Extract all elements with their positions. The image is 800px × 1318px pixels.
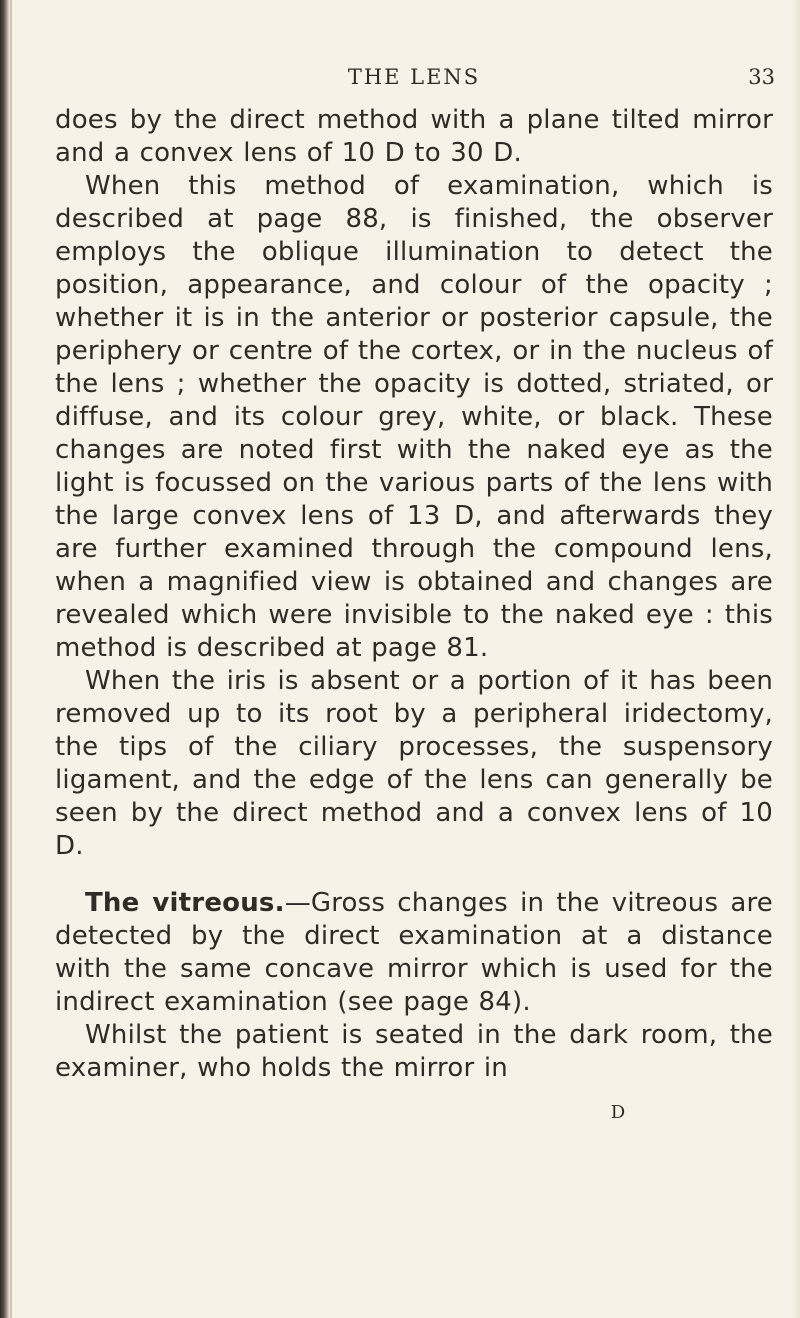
- paragraph-iris-absent: When the iris is absent or a portion of it has been removed up to its root by a peripheral iridectomy, the tips of the ciliary processes, the suspensory ligament, and the edge of the lens can generally be seen by the direct method and a convex lens of 10 D.: [55, 666, 773, 861]
- body-text: [55, 104, 773, 1085]
- signature-mark: [0, 1101, 800, 1125]
- signature-letter: D: [610, 1102, 626, 1123]
- paragraph-continuation: does by the direct method with a plane tilted mirror and a convex lens of 10 D to 30 D.: [55, 105, 773, 168]
- page-number: 33: [748, 65, 775, 89]
- section-title: The vitreous.: [85, 888, 285, 918]
- section-vitreous: [55, 887, 773, 1019]
- paragraph-oblique-illumination: When this method of examination, which is described at page 88, is finished, the observer employs the oblique illumination to detect the position, appearance, and colour of the opacity ; whether it is in the anterior or posterior capsule, the periphery or centre of the cortex, or in the nucleus of the lens ; whether the opacity is dotted, striated, or diffuse, and its colour grey, white, or black. These changes are noted first with the naked eye as the light is focussed on the various parts of the lens with the large convex lens of 13 D, and afterwards they are further examined through the compound lens, when a magnified view is obtained and changes are revealed which were invisible to the naked eye : this method is described at page 81.: [55, 171, 773, 663]
- running-head: THE LENS: [347, 65, 481, 89]
- section-text: —Gross changes in the vitreous are detected by the direct examination at a distance with the same concave mirror which is used for the indirect examination (see page 84).: [55, 888, 773, 1017]
- page-header: [53, 62, 775, 98]
- paragraph-dark-room: Whilst the patient is seated in the dark room, the examiner, who holds the mirror in: [55, 1020, 773, 1083]
